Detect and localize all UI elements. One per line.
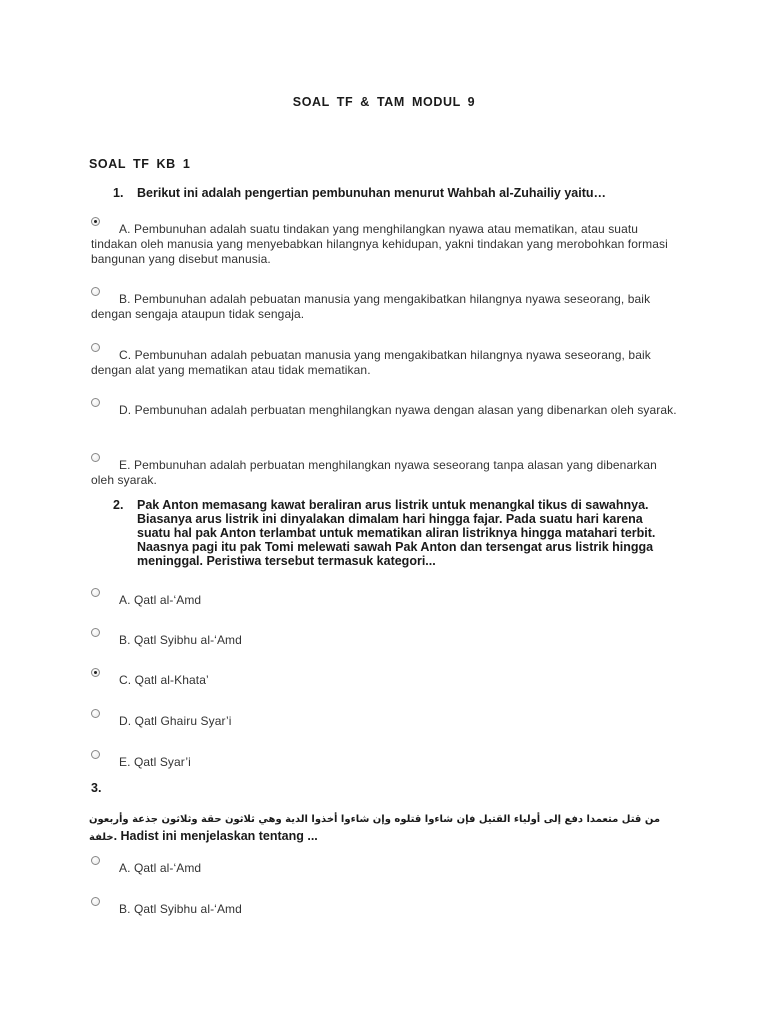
radio-icon[interactable] [91,709,100,718]
radio-icon[interactable] [91,343,100,352]
question-text: Berikut ini adalah pengertian pembunuhan menurut Wahbah al-Zuhailiy yaitu… [137,186,607,200]
q1-option-e[interactable] [91,458,681,488]
q1-option-d[interactable] [91,403,681,418]
radio-icon[interactable] [91,750,100,759]
question-3-number: 3. [91,781,102,795]
arabic-hadith: من قتل متعمدا دفع إلى أولياء القتيل فإن شاءوا قتلوه وإن شاءوا أخذوا الدية وهي ثلاثون حقة وثلاثون جذعة وأربعون خلفة [89,814,661,843]
radio-selected-icon[interactable] [91,668,100,677]
radio-icon[interactable] [91,628,100,637]
radio-icon[interactable] [91,897,100,906]
document-title: SOAL TF & TAM MODUL 9 [292,95,476,109]
q2-option-b[interactable] [91,633,681,648]
option-text: A. Qatl al-‘Amd [119,861,202,875]
option-text: A. Pembunuhan adalah suatu tindakan yang menghilangkan nyawa atau mematikan, atau suatu tindakan oleh manusia yang menyebabkan hilangnya kehidupan, yakni tindakan yang merobohkan formasi bangunan yang disebut manusia. [91,222,668,266]
q2-option-d[interactable] [91,714,681,729]
question-number: 2. [113,498,124,512]
radio-icon[interactable] [91,398,100,407]
option-text: A. Qatl al-‘Amd [119,593,202,607]
question-3-text [89,810,679,846]
option-text: D. Pembunuhan adalah perbuatan menghilangkan nyawa dengan alasan yang dibenarkan oleh syarak. [119,403,677,417]
radio-icon[interactable] [91,287,100,296]
q1-option-a[interactable] [91,222,681,267]
option-text: E. Pembunuhan adalah perbuatan menghilangkan nyawa seseorang tanpa alasan yang dibenarkan oleh syarak. [91,458,657,487]
q1-option-c[interactable] [91,348,681,378]
option-text: C. Pembunuhan adalah pebuatan manusia yang mengakibatkan hilangnya nyawa seseorang, baik dengan alat yang mematikan atau tidak mematikan. [91,348,651,377]
q2-option-a[interactable] [91,593,681,608]
question-number: 1. [113,186,124,200]
option-text: E. Qatl Syar’i [119,755,191,769]
question-text: . Hadist ini menjelaskan tentang ... [113,829,318,843]
radio-selected-icon[interactable] [91,217,100,226]
q2-option-c[interactable] [91,673,681,688]
q3-option-a[interactable] [91,861,681,876]
option-text: B. Qatl Syibhu al-‘Amd [119,902,242,916]
q1-option-b[interactable] [91,292,681,322]
option-text: B. Pembunuhan adalah pebuatan manusia yang mengakibatkan hilangnya nyawa seseorang, baik dengan sengaja ataupun tidak sengaja. [91,292,651,321]
option-text: D. Qatl Ghairu Syar’i [119,714,232,728]
section-heading: SOAL TF KB 1 [89,157,191,171]
q2-option-e[interactable] [91,755,681,770]
question-text: Pak Anton memasang kawat beraliran arus listrik untuk menangkal tikus di sawahnya. Biasanya arus listrik ini dinyalakan dimalam hari hingga fajar. Pada suatu hari karena suatu hal pak Anton terlambat untuk mematikan aliran listriknya hingga matahari terbit. Naasnya pagi itu pak Tomi melewati sawah Pak Anton dan tersengat arus listrik hingga meninggal. Peristiwa tersebut termasuk kategori... [137,498,656,568]
radio-icon[interactable] [91,588,100,597]
q3-option-b[interactable] [91,902,681,917]
option-text: C. Qatl al-Khata’ [119,673,209,687]
radio-icon[interactable] [91,856,100,865]
radio-icon[interactable] [91,453,100,462]
option-text: B. Qatl Syibhu al-‘Amd [119,633,242,647]
